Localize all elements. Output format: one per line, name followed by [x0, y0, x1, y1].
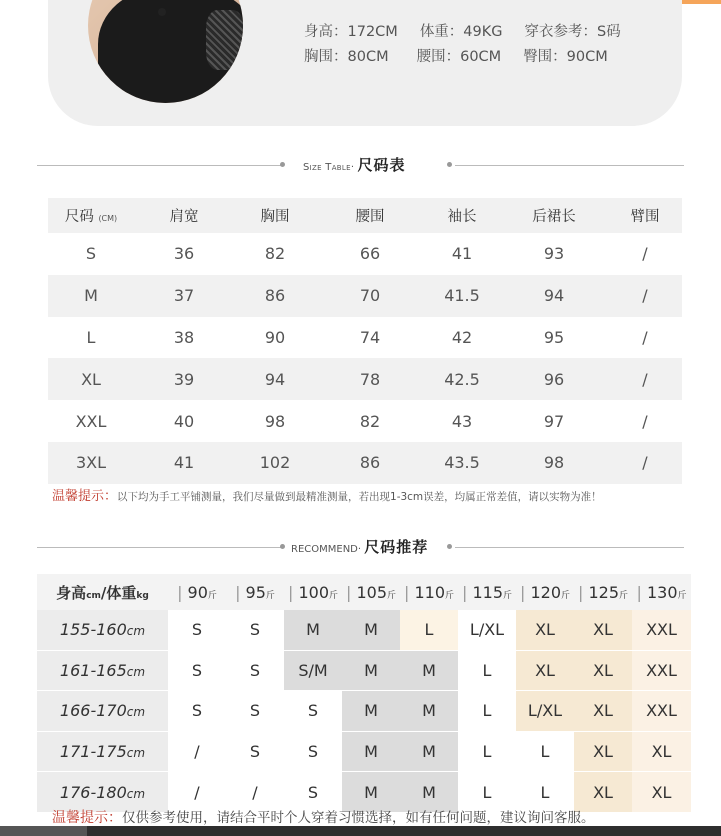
table-cell: 90 — [264, 327, 286, 347]
size-cell: S — [226, 731, 284, 772]
size-cell: / — [168, 731, 226, 772]
table-cell: 41 — [134, 442, 234, 484]
recommend-header — [37, 574, 691, 610]
size-table-tip — [52, 485, 602, 504]
header-back-length: 后裙长 — [500, 198, 608, 233]
weight-header: | 110斤 — [400, 574, 458, 610]
table-cell: / — [608, 358, 682, 400]
table-cell: / — [608, 442, 682, 484]
size-cell: XL — [574, 650, 632, 691]
size-cell: XL — [632, 731, 691, 772]
size-cell: XL — [574, 731, 632, 772]
size-cell: L — [458, 772, 516, 813]
size-cell: XL — [632, 772, 691, 813]
table-cell: 70 — [316, 275, 424, 317]
size-cell: M — [400, 650, 458, 691]
recommend-title-en: RECOMMEND· — [291, 544, 362, 555]
weight-header: | 95斤 — [226, 574, 284, 610]
weight-header: | 115斤 — [458, 574, 516, 610]
table-cell: 41.5 — [424, 275, 500, 317]
size-cell: S — [226, 691, 284, 732]
weight-header: | 105斤 — [342, 574, 400, 610]
header-arm: 臂围 — [608, 198, 682, 233]
table-cell: / — [642, 327, 648, 347]
table-cell: 78 — [316, 358, 424, 400]
size-table-title-cn: 尺码表 — [357, 156, 406, 174]
size-cell: L/XL — [458, 610, 516, 650]
size-cell: S/M — [284, 650, 342, 691]
size-cell: M — [284, 610, 342, 650]
table-cell: 94 — [234, 358, 316, 400]
table-cell: 40 — [173, 411, 195, 431]
header-sleeve: 袖长 — [424, 198, 500, 233]
table-cell: 66 — [359, 244, 381, 264]
weight-header: | 90斤 — [168, 574, 226, 610]
table-row — [37, 691, 691, 732]
table-cell: / — [642, 244, 648, 264]
table-cell: L — [86, 327, 96, 347]
size-cell: XL — [516, 610, 574, 650]
table-cell: 96 — [500, 358, 608, 400]
header-size: 尺码 (CM) — [48, 198, 134, 233]
size-cell: L — [516, 772, 574, 813]
size-cell: L — [516, 731, 574, 772]
table-cell: / — [642, 411, 648, 431]
model-avatar — [88, 0, 243, 103]
size-cell: S — [168, 610, 226, 650]
height-cell: 155-160cm — [37, 610, 168, 650]
table-cell: 93 — [543, 244, 565, 264]
table-cell: 95 — [543, 327, 565, 347]
table-cell: M — [48, 275, 134, 317]
size-cell: XL — [516, 650, 574, 691]
size-cell: L — [400, 610, 458, 650]
size-cell: / — [226, 772, 284, 813]
table-cell: 97 — [543, 411, 565, 431]
size-cell: S — [284, 731, 342, 772]
table-cell: 39 — [134, 358, 234, 400]
table-cell: 37 — [134, 275, 234, 317]
table-row — [37, 731, 691, 772]
size-cell: XL — [574, 691, 632, 732]
table-row — [48, 317, 682, 359]
weight-header: | 125斤 — [574, 574, 632, 610]
size-cell: S — [168, 691, 226, 732]
size-cell: M — [342, 772, 400, 813]
model-bust: 胸围：80CM — [304, 49, 389, 65]
table-cell: 86 — [234, 275, 316, 317]
height-cell: 166-170cm — [37, 691, 168, 732]
size-cell: XXL — [632, 691, 691, 732]
size-cell: L/XL — [516, 691, 574, 732]
bottom-bar — [0, 826, 721, 836]
model-info-card — [48, 0, 682, 126]
size-cell: M — [342, 691, 400, 732]
size-table-title — [37, 155, 684, 175]
recommend-title — [37, 537, 684, 557]
size-cell: M — [342, 731, 400, 772]
size-table — [48, 198, 682, 484]
model-hip: 臀围：90CM — [523, 49, 608, 65]
tip-label: 温馨提示： — [52, 489, 118, 504]
size-cell: S — [284, 691, 342, 732]
size-cell: S — [226, 610, 284, 650]
size-cell: L — [458, 691, 516, 732]
header-waist: 腰围 — [316, 198, 424, 233]
table-cell: 43 — [451, 411, 473, 431]
size-cell: L — [458, 650, 516, 691]
size-cell: S — [284, 772, 342, 813]
height-cell: 171-175cm — [37, 731, 168, 772]
table-cell: 36 — [173, 244, 195, 264]
recommend-title-cn: 尺码推荐 — [364, 538, 429, 556]
height-cell: 176-180cm — [37, 772, 168, 813]
table-row — [37, 650, 691, 691]
table-cell: 98 — [264, 411, 286, 431]
size-table-header — [48, 198, 682, 233]
table-row — [48, 400, 682, 442]
height-cell: 161-165cm — [37, 650, 168, 691]
weight-header: | 120斤 — [516, 574, 574, 610]
recommend-table — [37, 574, 691, 813]
size-cell: M — [400, 772, 458, 813]
size-cell: / — [168, 772, 226, 813]
size-cell: M — [342, 610, 400, 650]
table-cell: XXL — [75, 411, 107, 431]
model-waist: 腰围：60CM — [416, 49, 502, 65]
size-cell: XL — [574, 772, 632, 813]
size-cell: XL — [574, 610, 632, 650]
size-cell: S — [168, 650, 226, 691]
table-cell: 41 — [451, 244, 473, 264]
size-cell: M — [400, 691, 458, 732]
header-height-weight: 身高cm/体重kg — [37, 574, 168, 610]
table-cell: 43.5 — [424, 442, 500, 484]
table-row — [48, 442, 682, 484]
table-cell: XL — [48, 358, 134, 400]
table-cell: 102 — [234, 442, 316, 484]
size-cell: XXL — [632, 610, 691, 650]
table-cell: / — [608, 275, 682, 317]
table-row — [48, 233, 682, 275]
weight-header: | 130斤 — [632, 574, 691, 610]
recommend-tip — [52, 806, 595, 827]
size-table-title-en: Size Table· — [303, 162, 355, 173]
table-cell: 42 — [451, 327, 473, 347]
table-cell: 82 — [264, 244, 286, 264]
size-cell: M — [400, 731, 458, 772]
table-cell: 3XL — [48, 442, 134, 484]
weight-header: | 100斤 — [284, 574, 342, 610]
table-cell: 94 — [500, 275, 608, 317]
table-cell: 42.5 — [424, 358, 500, 400]
table-row — [37, 610, 691, 650]
table-cell: 98 — [500, 442, 608, 484]
table-cell: 82 — [359, 411, 381, 431]
table-cell: 86 — [316, 442, 424, 484]
size-cell: XXL — [632, 650, 691, 691]
header-bust: 胸围 — [234, 198, 316, 233]
table-cell: 38 — [173, 327, 195, 347]
tip-text: 以下均为手工平铺测量，我们尽量做到最精准测量，若出现1-3cm误差，均属正常差值，请以实物为准！ — [117, 491, 602, 503]
model-stats — [304, 20, 643, 70]
model-height: 身高：172CM — [304, 24, 398, 40]
header-shoulder: 肩宽 — [134, 198, 234, 233]
tip-label: 温馨提示： — [52, 810, 122, 826]
table-cell: 74 — [359, 327, 381, 347]
table-row — [48, 358, 682, 400]
table-cell: S — [85, 244, 97, 264]
size-cell: S — [226, 650, 284, 691]
model-size-ref: 穿衣参考：S码 — [524, 24, 621, 40]
table-row — [48, 275, 682, 317]
size-cell: L — [458, 731, 516, 772]
size-cell: M — [342, 650, 400, 691]
tip-text: 仅供参考使用，请结合平时个人穿着习惯选择，如有任何问题，建议询问客服。 — [122, 810, 595, 826]
model-weight: 体重：49KG — [419, 24, 503, 40]
